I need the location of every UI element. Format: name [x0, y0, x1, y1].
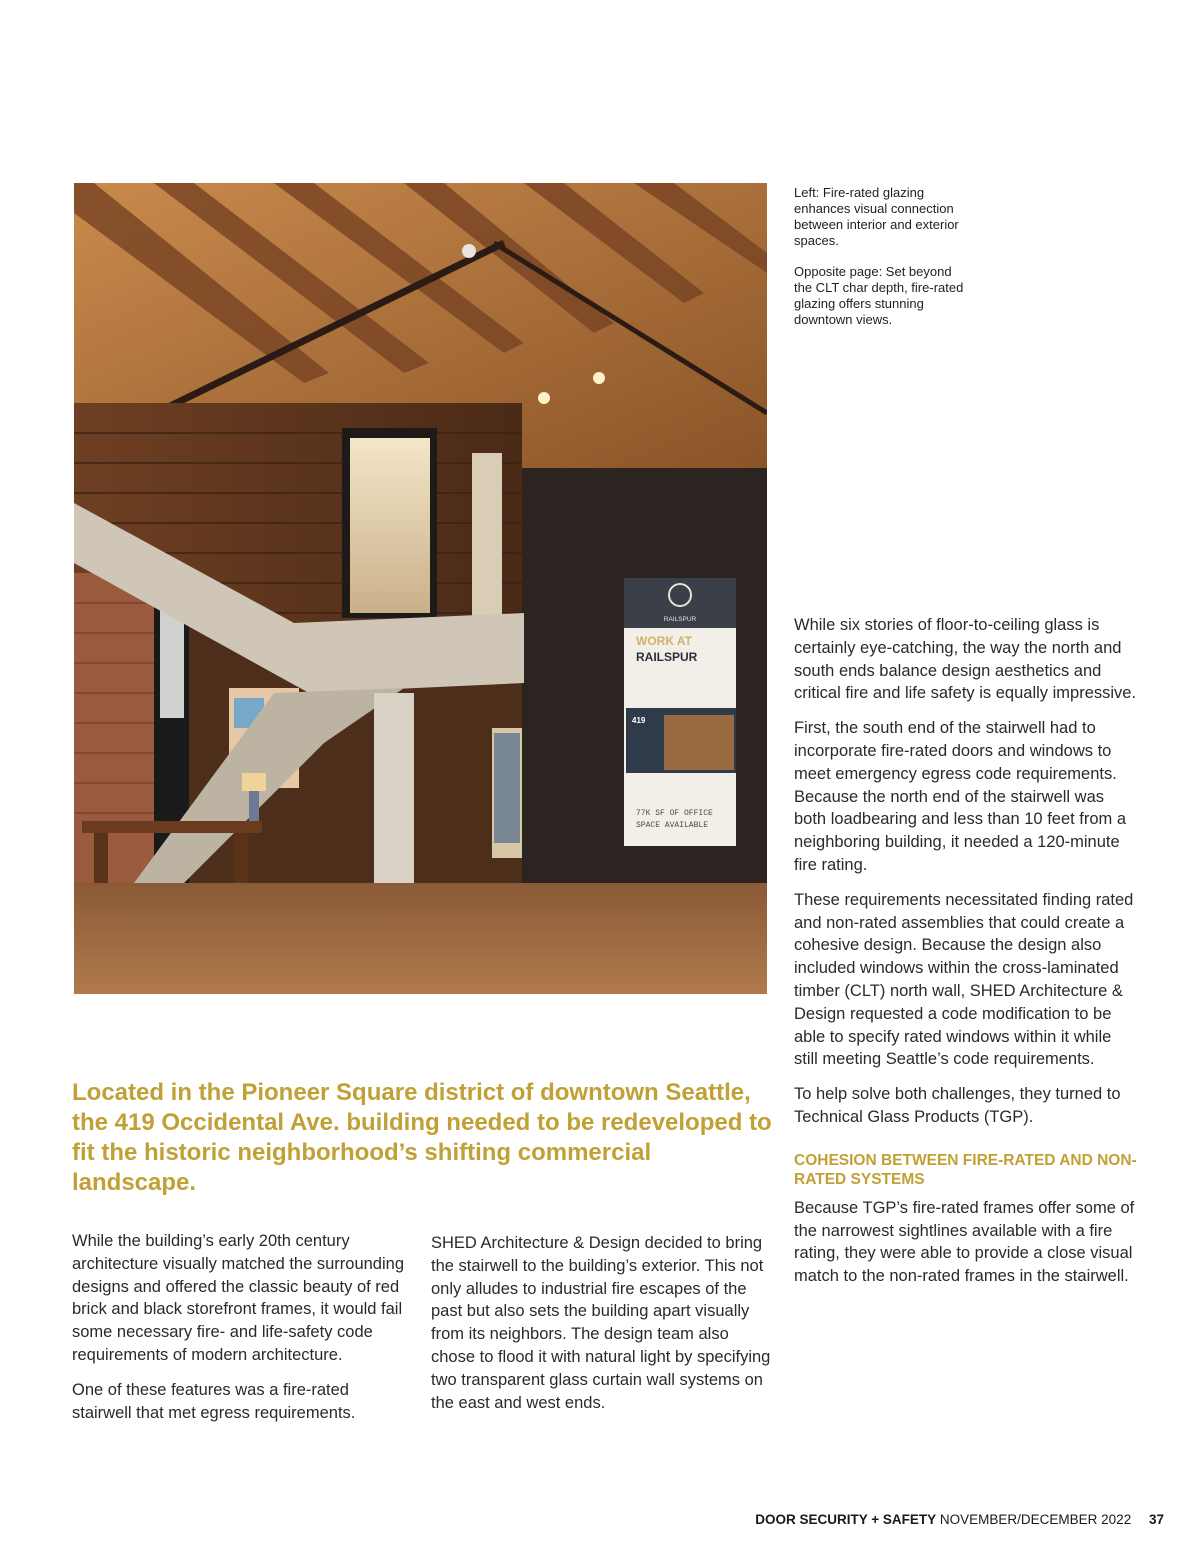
sign-offer-1: 77K SF OF OFFICE [636, 809, 713, 818]
paragraph: SHED Architecture & Design decided to bring the stairwell to the building’s exterior. This not only alludes to industrial fire escapes of the past but also sets the building apart visually from its neighbors. The design team also chose to flood it with natural light by specifying two transparent glass curtain wall systems on the east and west ends. [431, 1234, 771, 1412]
section-subhead: COHESION BETWEEN FIRE-RATED AND NON-RATED SYSTEMS [794, 1151, 1137, 1188]
page-footer [755, 1512, 1164, 1527]
sign-headline-1: WORK AT [636, 634, 692, 648]
sign-brand: RAILSPUR [663, 616, 697, 623]
paragraph: To help solve both challenges, they turned to Technical Glass Products (TGP). [794, 1085, 1121, 1126]
sign-headline-2: RAILSPUR [636, 650, 698, 664]
page-number: 37 [1148, 1512, 1164, 1527]
paragraph: These requirements necessitated finding rated and non-rated assemblies that could create a cohesive design. Because the design also included windows within the cross-laminated timber (CLT) north wall, SHED Architecture & Design requested a code modification to be able to specify rated windows within it while still meeting Seattle’s code requirements. [794, 890, 1134, 1069]
paragraph: First, the south end of the stairwell had to incorporate fire-rated doors and windows to meet emergency egress code requirements. Because the north end of the stairwell was both loadbearing and less than 10 feet from a neighboring building, it needed a 120-minute fire rating. [794, 719, 1127, 874]
paragraph: Because TGP’s fire-rated frames offer some of the narrowest sightlines available with a fire rating, they were able to provide a close visual match to the non-rated frames in the stairwell. [794, 1198, 1135, 1286]
sign-offer-2: SPACE AVAILABLE [636, 821, 709, 830]
sign-address: 419 [632, 716, 646, 725]
paragraph: While six stories of floor-to-ceiling glass is certainly eye-catching, the way the north and south ends balance design aesthetics and critical fire and life safety is equally impressive. [794, 616, 1137, 703]
body-column-2 [431, 1232, 771, 1426]
feature-photo [74, 183, 767, 994]
paragraph: One of these features was a fire-rated stairwell that met egress requirements. [72, 1380, 356, 1422]
paragraph: While the building’s early 20th century architecture visually matched the surrounding designs and offered the classic beauty of red brick and black storefront frames, it would fail some necessary fire- and life-safety code requirements of modern architecture. [72, 1232, 405, 1364]
magazine-name: DOOR SECURITY + SAFETY [755, 1512, 937, 1527]
caption-left: Left: Fire-rated glazing enhances visual connection between interior and exterior spaces. [794, 185, 959, 248]
caption-opposite: Opposite page: Set beyond the CLT char depth, fire-rated glazing offers stunning downtown views. [794, 264, 964, 327]
pull-quote: Located in the Pioneer Square district of downtown Seattle, the 419 Occidental Ave. building needed to be redeveloped to fit the historic neighborhood’s shifting commercial landscape. [72, 1079, 772, 1196]
body-column-3 [794, 614, 1139, 1300]
issue-date: NOVEMBER/DECEMBER 2022 [939, 1512, 1132, 1527]
body-column-1 [72, 1230, 407, 1436]
stairwell-interior-illustration [74, 183, 767, 994]
photo-caption [794, 185, 964, 343]
